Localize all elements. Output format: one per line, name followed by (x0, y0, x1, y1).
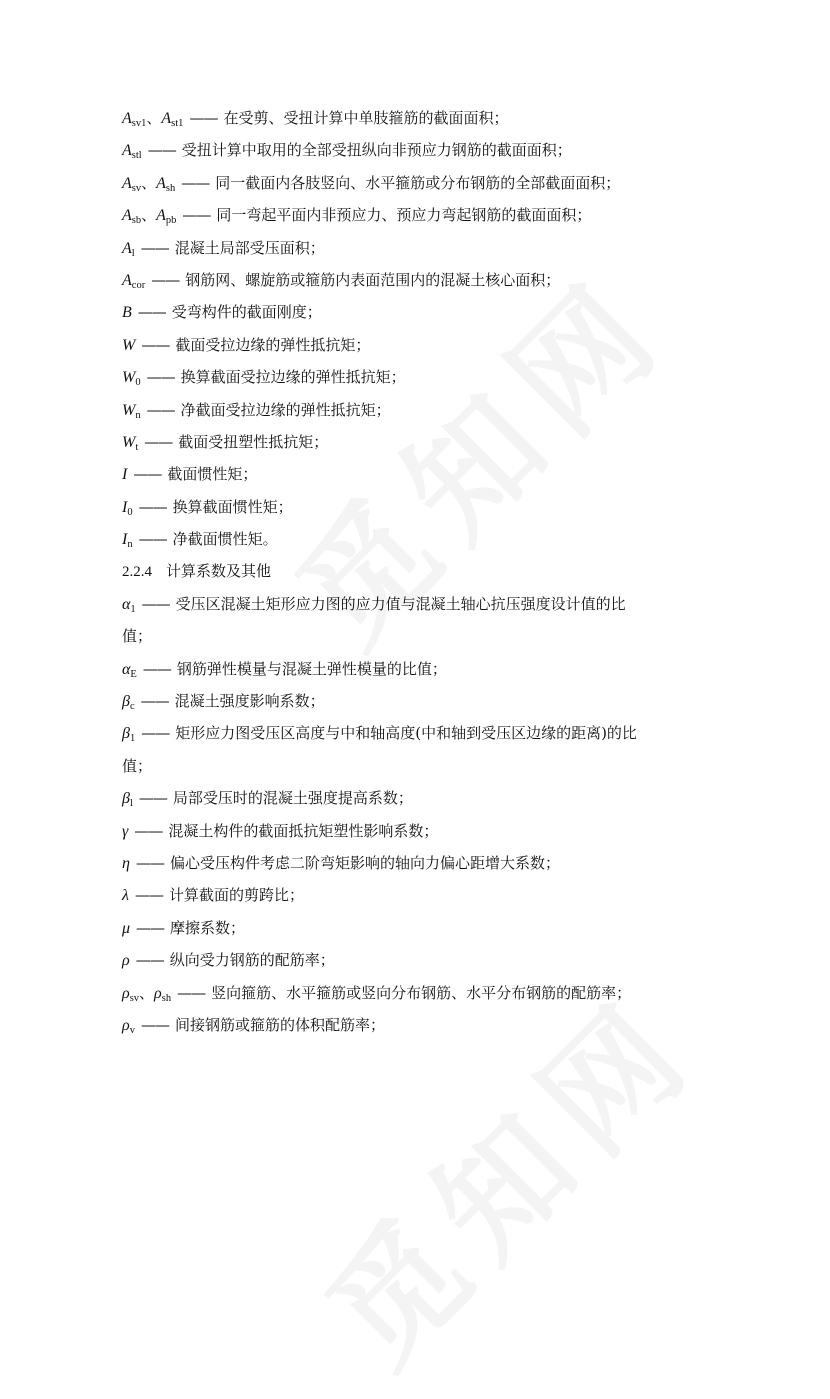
symbol-definitions-list (122, 102, 722, 1041)
definition-text: 混凝土强度影响系数； (174, 692, 325, 711)
symbol-subscript: l (131, 247, 135, 259)
symbol: A (122, 239, 132, 257)
symbol: ρ (154, 984, 162, 1002)
symbol-subscript: sh (161, 992, 172, 1004)
dash-separator: —— (140, 238, 169, 257)
definition-line (122, 134, 722, 166)
definition-line (122, 782, 722, 814)
definition-text: 换算截面受拉边缘的弹性抵抗矩； (180, 368, 406, 387)
symbol: A (161, 110, 172, 127)
symbol-subscript: 1 (129, 733, 136, 745)
symbol: γ (122, 822, 129, 840)
dash-separator: —— (136, 918, 165, 937)
dash-separator: —— (146, 368, 175, 387)
definition-text: 钢筋网、螺旋筋或箍筋内表面范围内的混凝土核心面积； (185, 270, 561, 289)
definition-line (122, 102, 722, 134)
symbol: I (122, 498, 128, 516)
dash-separator: —— (142, 659, 171, 678)
definition-text: 摩擦系数； (170, 918, 246, 937)
symbol-subscript: sv1 (131, 118, 147, 129)
definition-text: 受弯构件的截面刚度； (171, 303, 322, 322)
symbol: α (122, 660, 131, 678)
symbol-subscript: c (129, 701, 135, 713)
dash-separator: —— (138, 497, 167, 516)
definition-line (122, 815, 722, 847)
definition-line (122, 685, 722, 717)
symbol: β (122, 725, 130, 743)
dash-separator: —— (133, 465, 162, 484)
definition-line (122, 523, 722, 555)
symbol: I (122, 466, 128, 484)
dash-separator: —— (134, 886, 163, 905)
symbol-separator: 、 (146, 109, 162, 127)
definition-text: 竖向箍筋、水平箍筋或竖向分布钢筋、水平分布钢筋的配筋率； (211, 983, 632, 1002)
definition-line (122, 717, 722, 749)
symbol: W (122, 401, 136, 419)
definition-text: 混凝土构件的截面抵抗矩塑性影响系数； (168, 821, 439, 840)
dash-separator: —— (147, 141, 176, 160)
symbol-subscript: l (129, 798, 133, 810)
definition-line (122, 588, 722, 620)
symbol-separator: 、 (139, 983, 155, 1002)
definition-line (122, 458, 722, 490)
symbol-subscript: E (130, 668, 137, 680)
symbol: A (156, 174, 166, 192)
symbol-subscript: st1 (171, 118, 184, 129)
symbol-subscript: 0 (135, 377, 141, 389)
symbol: ρ (122, 952, 130, 970)
symbol: W (122, 433, 136, 451)
definition-line (122, 394, 722, 426)
dash-separator: —— (177, 983, 206, 1002)
dash-separator: —— (138, 789, 167, 808)
symbol: β (122, 790, 130, 808)
symbol: η (122, 854, 130, 872)
dash-separator: —— (135, 951, 164, 970)
dash-separator: —— (181, 173, 210, 192)
symbol-subscript: sb (131, 215, 142, 227)
dash-separator: —— (140, 692, 169, 711)
section-title: 计算系数及其他 (166, 562, 272, 581)
symbol-subscript: sv (131, 182, 142, 194)
definition-text: 受扭计算中取用的全部受扭纵向非预应力钢筋的截面面积； (181, 141, 572, 160)
symbol-separator: 、 (141, 173, 157, 192)
symbol: ρ (122, 984, 130, 1002)
definition-line (122, 329, 722, 361)
symbol: μ (122, 919, 131, 937)
definition-text: 间接钢筋或箍筋的体积配筋率； (174, 1015, 385, 1034)
symbol: A (122, 207, 132, 225)
symbol-subscript: cor (131, 279, 146, 291)
section-heading (122, 555, 722, 587)
symbol-subscript: v (129, 1024, 135, 1036)
definition-line (122, 847, 722, 879)
symbol-subscript: n (127, 539, 133, 551)
symbol-separator: 、 (141, 206, 157, 225)
definition-text: 矩形应力图受压区高度与中和轴高度(中和轴到受压区边缘的距离)的比 (175, 724, 637, 743)
symbol: λ (122, 887, 129, 905)
dash-separator: —— (141, 594, 170, 613)
section-number: 2.2.4 (122, 564, 152, 581)
dash-separator: —— (151, 270, 180, 289)
definition-text: 同一截面内各肢竖向、水平箍筋或分布钢筋的全部截面面积； (215, 173, 621, 192)
dash-separator: —— (141, 724, 170, 743)
definition-line (122, 912, 722, 944)
dash-separator: —— (182, 206, 211, 225)
dash-separator: —— (189, 109, 218, 127)
definition-text: 截面受拉边缘的弹性抵抗矩； (175, 335, 371, 354)
symbol: A (122, 110, 132, 127)
symbol: A (122, 142, 132, 160)
definition-line (122, 264, 722, 296)
symbol-subscript: sv (129, 992, 140, 1004)
dash-separator: —— (146, 400, 175, 419)
definition-text: 局部受压时的混凝土强度提高系数； (172, 789, 413, 808)
symbol-subscript: sh (165, 182, 176, 194)
definition-text: 计算截面的剪跨比； (168, 886, 304, 905)
definition-continuation: 值； (122, 756, 153, 775)
symbol: α (122, 595, 131, 613)
symbol: W (122, 336, 136, 354)
symbol-subscript: pb (165, 215, 177, 227)
symbol: A (122, 174, 132, 192)
symbol: A (122, 271, 132, 289)
symbol-subscript: stl (131, 150, 142, 162)
definition-line (122, 491, 722, 523)
definition-text: 换算截面惯性矩； (172, 497, 293, 516)
dash-separator: —— (135, 853, 164, 872)
definition-continuation: 值； (122, 627, 153, 646)
definition-text: 净截面受拉边缘的弹性抵抗矩； (180, 400, 391, 419)
definition-text: 在受剪、受扭计算中单肢箍筋的截面面积； (223, 109, 509, 127)
dash-separator: —— (134, 821, 163, 840)
symbol-subscript: n (135, 409, 141, 421)
definition-line (122, 620, 722, 652)
symbol-subscript: 0 (127, 506, 133, 518)
definition-text: 净截面惯性矩。 (172, 530, 278, 549)
definition-text: 受压区混凝土矩形应力图的应力值与混凝土轴心抗压强度设计值的比 (175, 594, 626, 613)
definition-text: 纵向受力钢筋的配筋率； (169, 951, 335, 970)
definition-line (122, 1009, 722, 1041)
definition-line (122, 232, 722, 264)
definition-text: 偏心受压构件考虑二阶弯矩影响的轴向力偏心距增大系数； (169, 853, 560, 872)
definition-line (122, 879, 722, 911)
definition-line (122, 426, 722, 458)
symbol: ρ (122, 1016, 130, 1034)
definition-line (122, 944, 722, 976)
definition-line (122, 653, 722, 685)
definition-line (122, 361, 722, 393)
definition-text: 混凝土局部受压面积； (174, 238, 325, 257)
symbol: B (122, 304, 132, 322)
definition-line (122, 750, 722, 782)
dash-separator: —— (140, 1015, 169, 1034)
definition-line (122, 977, 722, 1009)
dash-separator: —— (144, 432, 173, 451)
symbol: β (122, 693, 130, 711)
definition-text: 截面惯性矩； (167, 465, 258, 484)
definition-line (122, 296, 722, 328)
symbol: W (122, 369, 136, 387)
symbol-subscript: t (135, 441, 139, 453)
dash-separator: —— (137, 303, 166, 322)
dash-separator: —— (138, 530, 167, 549)
definition-text: 截面受扭塑性抵抗矩； (178, 432, 329, 451)
definition-line (122, 199, 722, 231)
definition-text: 钢筋弹性模量与混凝土弹性模量的比值； (176, 659, 447, 678)
definition-line (122, 167, 722, 199)
definition-text: 同一弯起平面内非预应力、预应力弯起钢筋的截面面积； (216, 206, 592, 225)
symbol: A (156, 207, 166, 225)
symbol-subscript: 1 (130, 603, 136, 615)
symbol: I (122, 531, 128, 549)
dash-separator: —— (141, 335, 170, 354)
